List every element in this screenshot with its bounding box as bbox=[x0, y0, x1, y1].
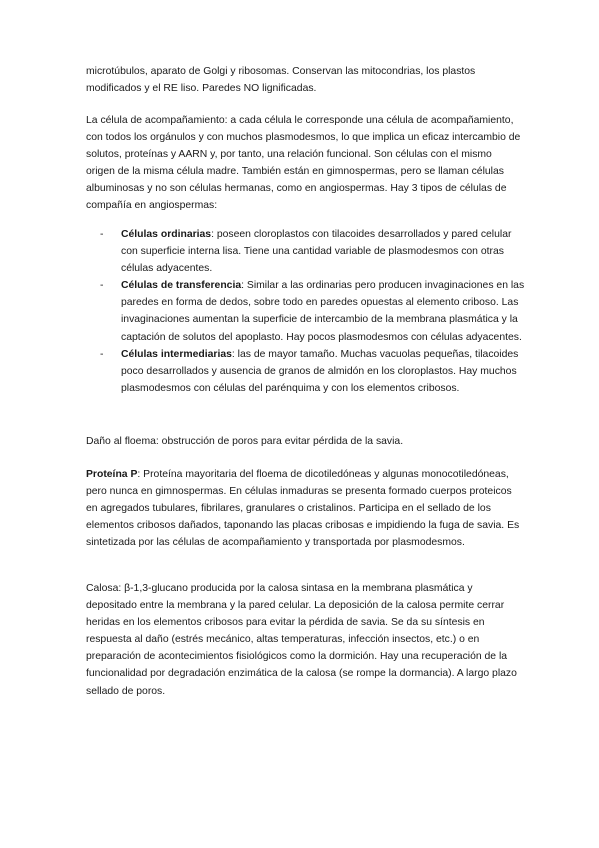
list-item-ordinarias bbox=[86, 226, 526, 277]
term-intermediarias: Células intermediarias bbox=[121, 348, 232, 360]
cell-types-list bbox=[86, 226, 526, 397]
term-transferencia: Células de transferencia bbox=[121, 280, 242, 292]
calosa-text: Calosa: β-1,3-glucano producida por la calosa sintasa en la membrana plasmática y depositado entre la membrana y la pared celular. La deposición de la calosa permite cerrar heridas en los elementos cribosos para evitar la pérdida de savia. Se da su síntesis en respuesta al daño (estrés mecánico, altas temperaturas, infección insectos, etc.) o en preparación de acontecimientos fisiológicos como la dormición. Hay una recuperación de la funcionalidad por degradación enzimática de la calosa (se rompe la dormancia). A largo plazo sellado de poros. bbox=[86, 583, 517, 697]
desc-transferencia: : Similar a las ordinarias pero producen invaginaciones en las paredes en forma de dedos, sobre todo en paredes opuestas al elemento criboso. Las invaginaciones aumentan la superficie de intercambio de la membrana plasmática y la captación de solutos del apoplasto. Hay pocos plasmodesmos con células adyacentes. bbox=[121, 280, 525, 343]
dano-text: Daño al floema: obstrucción de poros para evitar pérdida de la savia. bbox=[86, 436, 404, 447]
list-item-intermediarias bbox=[86, 346, 526, 397]
proteina-p-paragraph bbox=[86, 466, 522, 551]
intro-text: microtúbulos, aparato de Golgi y ribosomas. Conservan las mitocondrias, los plastos modificados y el RE liso. Paredes NO lignificadas. bbox=[86, 66, 476, 95]
acompanamiento-paragraph bbox=[86, 112, 522, 215]
intro-paragraph bbox=[86, 63, 522, 97]
proteina-p-text: : Proteína mayoritaria del floema de dicotiledóneas y algunas monocotiledóneas, pero nunca en gimnospermas. En células inmaduras se presenta formado cuerpos proteicos en agregados tubulares, fibrilares, granulares o cristalinos. Participa en el sellado de los elementos cribosos dañados, taponando las placas cribosas e impidiendo la fuga de savia. Es sintetizada por las células de acompañamiento y transportada por plasmodesmos. bbox=[86, 469, 520, 549]
list-bullet: - bbox=[100, 229, 104, 240]
list-bullet: - bbox=[100, 348, 104, 360]
list-bullet: - bbox=[100, 280, 104, 292]
dano-floema-paragraph bbox=[86, 433, 522, 450]
term-ordinarias: Células ordinarias bbox=[121, 229, 212, 240]
desc-ordinarias: : poseen cloroplastos con tilacoides desarrollados y pared celular con superficie interna lisa. Tiene una cantidad variable de plasmodesmos con otras células adyacentes. bbox=[121, 229, 512, 275]
proteina-p-term: Proteína P bbox=[86, 469, 138, 480]
acompanamiento-text: La célula de acompañamiento: a cada célula le corresponde una célula de acompañamiento, con todos los orgánulos y con muchos plasmodesmos, lo que implica un eficaz intercambio de solutos, proteínas y AARN y, por tanto, una relación funcional. Son células con el mismo origen de la misma célula madre. También están en gimnospermas, pero se llaman células albuminosas y no son células hermanas, como en angiospermas. Hay 3 tipos de células de compañía en angiospermas: bbox=[86, 115, 521, 212]
calosa-paragraph bbox=[86, 580, 522, 700]
desc-intermediarias: : las de mayor tamaño. Muchas vacuolas pequeñas, tilacoides poco desarrollados y ausencia de granos de almidón en los cloroplastos. Hay muchos plasmodesmos con células del parénquima y con los elementos cribosos. bbox=[121, 348, 519, 394]
list-item-transferencia bbox=[86, 277, 526, 345]
